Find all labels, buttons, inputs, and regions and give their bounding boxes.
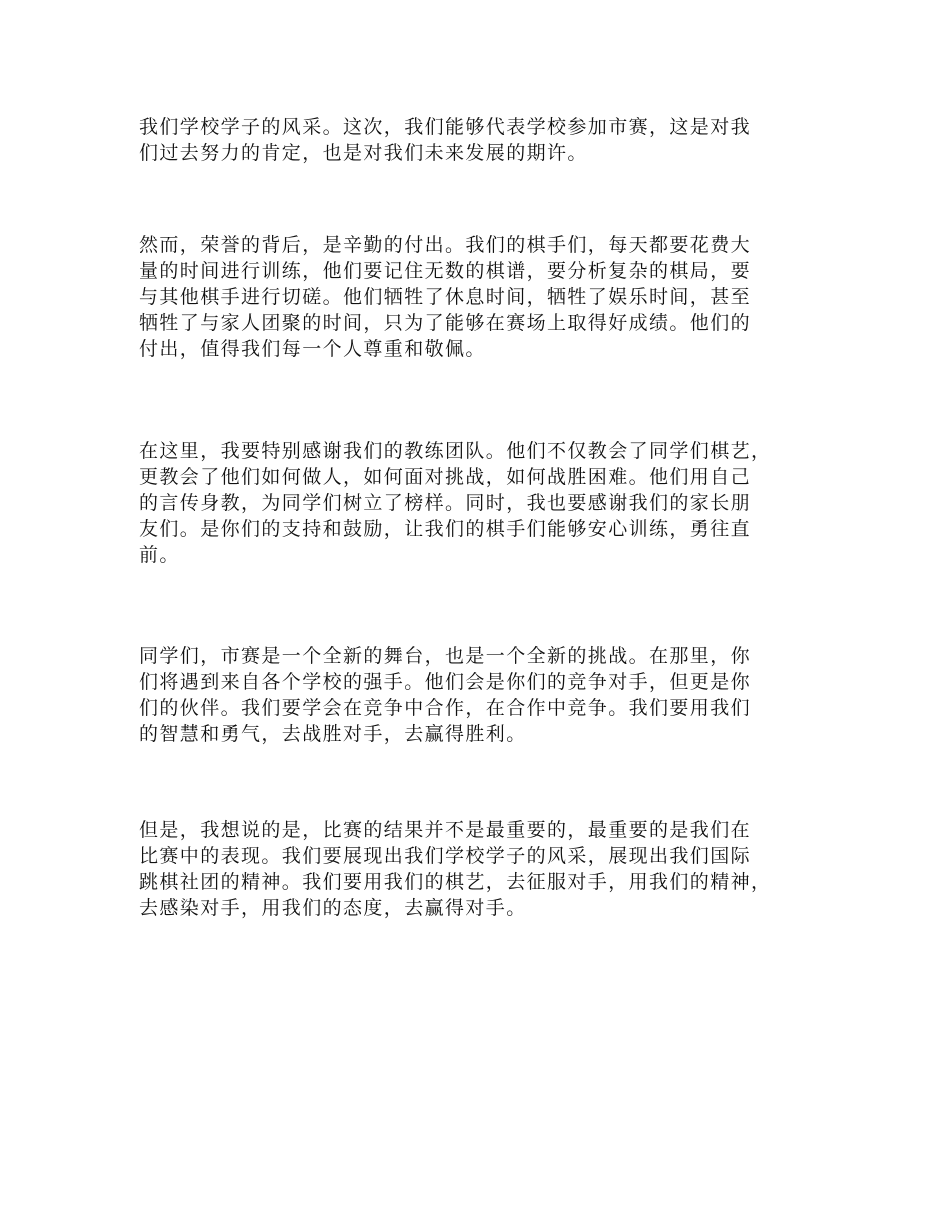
- paragraph-line: 们将遇到来自各个学校的强手。他们会是你们的竞争对手，但更是你: [139, 671, 752, 693]
- paragraph-line: 我们学校学子的风采。这次，我们能够代表学校参加市赛，这是对我: [139, 116, 752, 138]
- paragraph-line: 前。: [139, 544, 180, 566]
- paragraph-line: 们过去努力的肯定，也是对我们未来发展的期许。: [139, 142, 588, 164]
- paragraph-line: 跳棋社团的精神。我们要用我们的棋艺，去征服对手，用我们的精神，: [139, 871, 772, 893]
- paragraph-5: [139, 817, 839, 921]
- paragraph-line: 的言传身教，为同学们树立了榜样。同时，我也要感谢我们的家长朋: [139, 492, 752, 514]
- paragraph-line: 去感染对手，用我们的态度，去赢得对手。: [139, 897, 527, 919]
- paragraph-line: 牺牲了与家人团聚的时间，只为了能够在赛场上取得好成绩。他们的: [139, 312, 752, 334]
- paragraph-line: 与其他棋手进行切磋。他们牺牲了休息时间，牺牲了娱乐时间，甚至: [139, 286, 752, 308]
- paragraph-2: [139, 232, 839, 362]
- paragraph-line: 量的时间进行训练，他们要记住无数的棋谱，要分析复杂的棋局，要: [139, 260, 752, 282]
- paragraph-line: 比赛中的表现。我们要展现出我们学校学子的风采，展现出我们国际: [139, 845, 752, 867]
- paragraph-line: 们的伙伴。我们要学会在竞争中合作，在合作中竞争。我们要用我们: [139, 697, 752, 719]
- paragraph-3: [139, 438, 839, 568]
- paragraph-line: 在这里，我要特别感谢我们的教练团队。他们不仅教会了同学们棋艺，: [139, 440, 772, 462]
- paragraph-line: 但是，我想说的是，比赛的结果并不是最重要的，最重要的是我们在: [139, 819, 752, 841]
- paragraph-line: 同学们，市赛是一个全新的舞台，也是一个全新的挑战。在那里，你: [139, 645, 752, 667]
- paragraph-line: 友们。是你们的支持和鼓励，让我们的棋手们能够安心训练，勇往直: [139, 518, 752, 540]
- paragraph-line: 的智慧和勇气，去战胜对手，去赢得胜利。: [139, 723, 527, 745]
- paragraph-line: 然而，荣誉的背后，是辛勤的付出。我们的棋手们，每天都要花费大: [139, 234, 752, 256]
- paragraph-line: 更教会了他们如何做人，如何面对挑战，如何战胜困难。他们用自己: [139, 466, 752, 488]
- paragraph-1: [139, 114, 839, 166]
- paragraph-line: 付出，值得我们每一个人尊重和敬佩。: [139, 338, 486, 360]
- paragraph-4: [139, 643, 839, 747]
